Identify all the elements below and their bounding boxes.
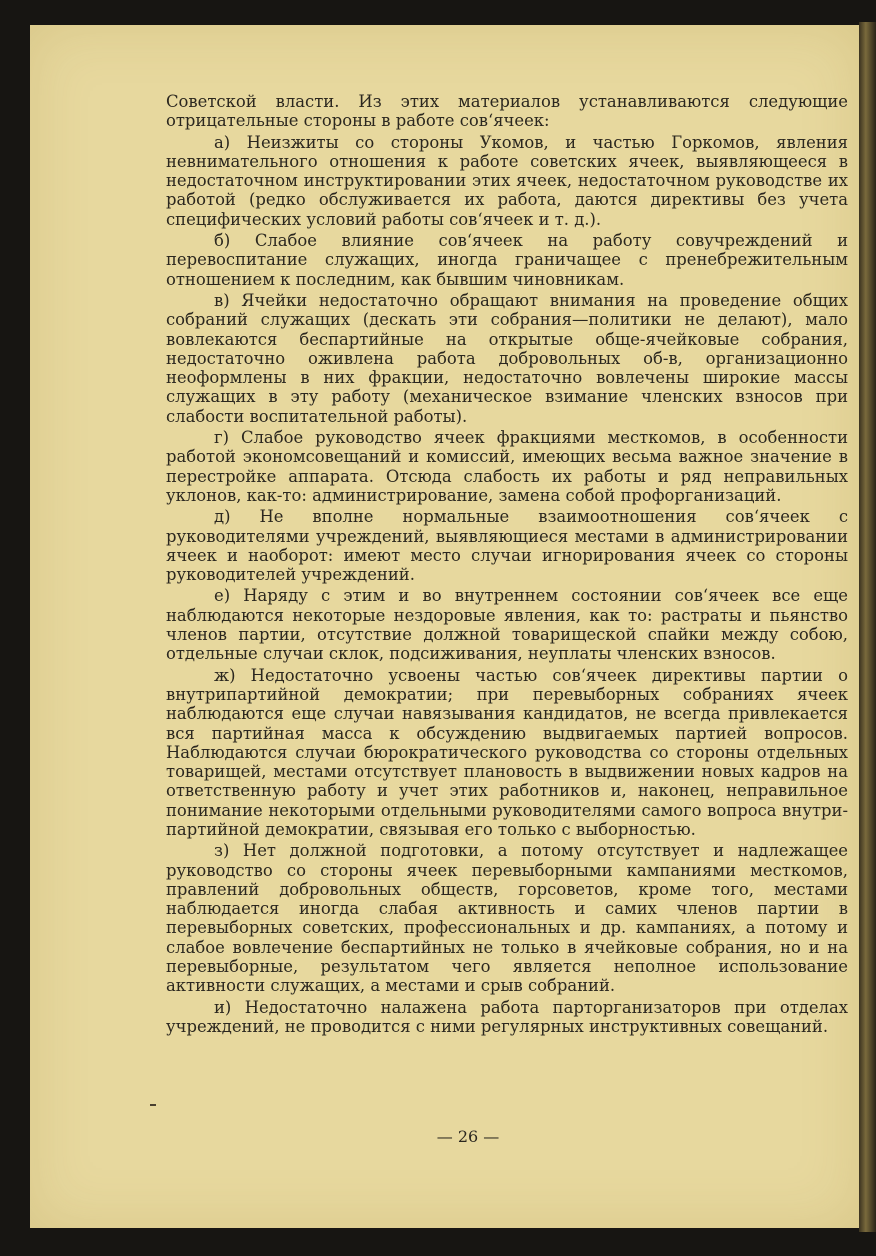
paragraph-z: з) Нет должной подготовки, а потому отсутствует и надлежащее руководство со стороны ячеек перевыборными кампаниями месткомов, правлений добровольных обществ, горсоветов, кроме того, местами наблюдается иногда слабая активность и самих членов партии в перевыборных советских, профессиональных и др. кампаниях, а потому и слабое вовлечение беспартийных не только в ячейковые собрания, но и на перевыборные, результатом чего является неполное использование активности служащих, а местами и срыв собраний. [166, 841, 848, 996]
paragraph-i: и) Недостаточно налажена работа парторганизаторов при отделах учреждений, не проводится с ними регулярных инструктивных совещаний. [166, 997, 848, 1036]
paragraph-a: а) Неизжиты со стороны Укомов, и частью Горкомов, явления невнимательного отношения к работе советских ячеек, выявляющееся в недостаточном инструктировании этих ячеек, недостаточном руководстве их работой (редко обслуживается их работа, даются директивы без учета специфических условий работы сов‘ячеек и т. д.). [166, 132, 848, 229]
paragraph-b: б) Слабое влияние сов‘ячеек на работу совучреждений и перевоспитание служащих, иногда граничащее с пренебрежительным отношением к последним, как бывшим чиновникам. [166, 231, 848, 289]
paragraph-zh: ж) Недостаточно усвоены частью сов‘ячеек директивы партии о внутрипартийной демократии; при перевыборных собраниях ячеек наблюдаются еще случаи навязывания кандидатов, не всегда привлекается вся партийная масса к обсуждению выдвигаемых партией вопросов. Наблюдаются случаи бюрократического руководства со стороны отдельных товарищей, местами отсутствует плановость в выдвижении новых кадров на ответственную работу и учет этих работников и, наконец, неправильное понимание некоторыми отдельными руководителями самого вопроса внутри-партийной демократии, связывая его только с выборностью. [166, 665, 848, 839]
margin-mark [150, 1104, 156, 1106]
paragraph-d: д) Не вполне нормальные взаимоотношения сов‘ячеек с руководителями учреждений, выявляющиеся местами в администрировании ячеек и наоборот: имеют место случаи игнорирования ячеек со стороны руководителей учреждений. [166, 507, 848, 585]
page-edge [859, 22, 876, 1232]
page-number: — 26 — [436, 1127, 500, 1146]
paragraph-intro: Советской власти. Из этих материалов устанавливаются следующие отрицательные стороны в работе сов‘ячеек: [166, 92, 848, 131]
paragraph-v: в) Ячейки недостаточно обращают внимания на проведение общих собраний служащих (дескать эти собрания—политики не делают), мало вовлекаются беспартийные на открытые обще-ячейковые собрания, недостаточно оживлена работа добровольных об-в, организационно неоформлены в них фракции, недостаточно вовлечены широкие массы служащих в эту работу (механическое взимание членских взносов при слабости воспитательной работы). [166, 290, 848, 426]
paragraph-g: г) Слабое руководство ячеек фракциями месткомов, в особенности работой экономсовещаний и комиссий, имеющих весьма важное значение в перестройке аппарата. Отсюда слабость их работы и ряд неправильных уклонов, как-то: администрирование, замена собой профорганизаций. [166, 428, 848, 505]
body-text [166, 92, 848, 1038]
paragraph-e: е) Наряду с этим и во внутреннем состоянии сов‘ячеек все еще наблюдаются некоторые нездоровые явления, как то: растраты и пьянство членов партии, отсутствие должной товарищеской спайки между собою, отдельные случаи склок, подсиживания, неуплаты членских взносов. [166, 586, 848, 664]
